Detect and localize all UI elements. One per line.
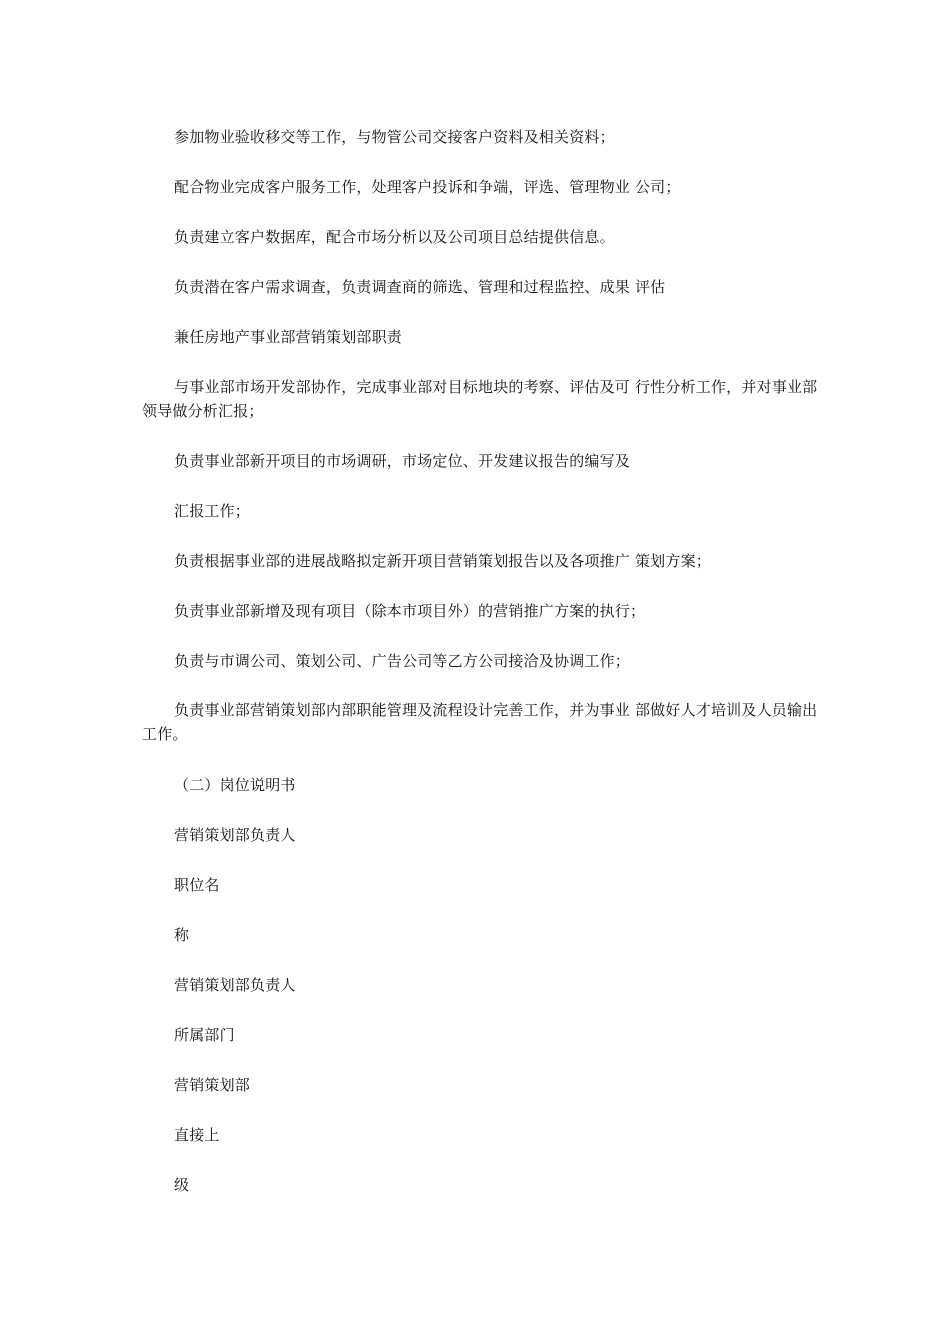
text-line: 级 [174, 1176, 190, 1194]
section-heading: 兼任房地产事业部营销策划部职责 [174, 328, 403, 346]
text-line: 职位名 [174, 876, 220, 894]
text-line: 配合物业完成客户服务工作，处理客户投诉和争端，评选、管理物业 公司； [174, 178, 681, 196]
text-line: 营销策划部负责人 [174, 826, 296, 844]
text-line: 参加物业验收移交等工作，与物管公司交接客户资料及相关资料； [174, 128, 615, 146]
text-paragraph: 负责事业部营销策划部内部职能管理及流程设计完善工作，并为事业 部做好人才培训及人员输出工作。 [142, 701, 818, 743]
text-line: 负责潜在客户需求调查，负责调查商的筛选、管理和过程监控、成果 评估 [174, 278, 666, 296]
text-line: 负责根据事业部的进展战略拟定新开项目营销策划报告以及各项推广 策划方案； [174, 552, 711, 570]
text-line: 直接上 [174, 1126, 220, 1144]
text-line: 负责建立客户数据库，配合市场分析以及公司项目总结提供信息。 [174, 228, 615, 246]
text-paragraph: 与事业部市场开发部协作，完成事业部对目标地块的考察、评估及可 行性分析工作，并对事业部领导做分析汇报； [142, 378, 818, 420]
text-line: 所属部门 [174, 1026, 235, 1044]
text-line: 负责事业部新开项目的市场调研，市场定位、开发建议报告的编写及 [174, 452, 631, 470]
text-line: 负责事业部新增及现有项目（除本市项目外）的营销推广方案的执行； [174, 602, 646, 620]
text-line: 负责与市调公司、策划公司、广告公司等乙方公司接洽及协调工作； [174, 652, 631, 670]
text-line: 营销策划部 [174, 1076, 251, 1094]
text-line: 营销策划部负责人 [174, 976, 296, 994]
text-line: 汇报工作； [174, 502, 251, 520]
text-line: 称 [174, 926, 190, 944]
subsection-heading: （二）岗位说明书 [174, 776, 296, 794]
